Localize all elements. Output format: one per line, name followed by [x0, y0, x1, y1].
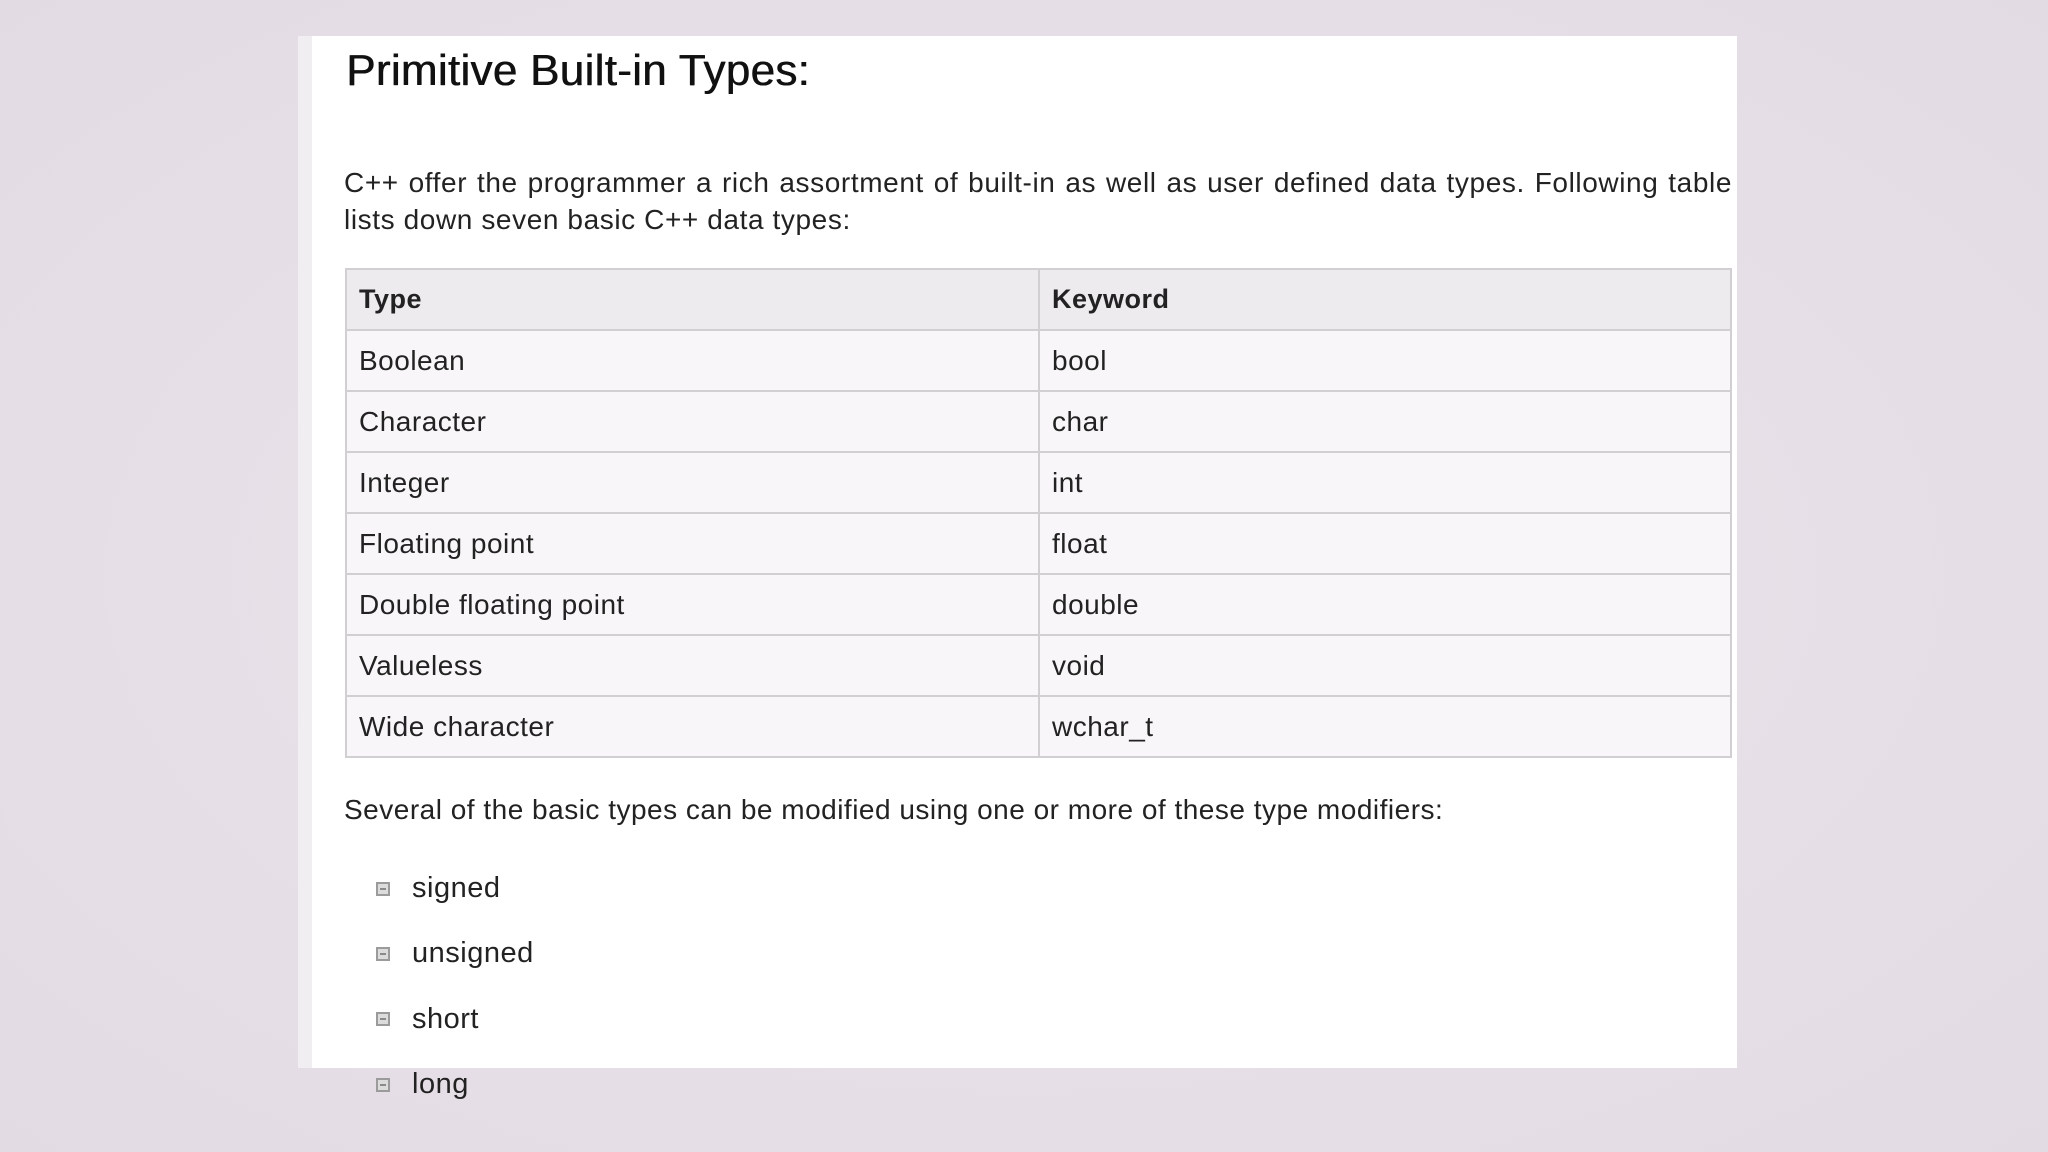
square-bullet-icon — [376, 1078, 390, 1092]
modifier-list — [376, 856, 534, 1117]
list-item — [376, 1052, 534, 1117]
intro-paragraph: C++ offer the programmer a rich assortment of built-in as well as user defined data types. Following table lists down seven basic C++ data types: — [344, 167, 1732, 235]
list-item — [376, 856, 534, 921]
list-item — [376, 987, 534, 1052]
keyword-cell: char — [1039, 391, 1731, 452]
square-bullet-icon — [376, 947, 390, 961]
type-cell: Wide character — [346, 696, 1039, 757]
keyword-cell: wchar_t — [1039, 696, 1731, 757]
content-page — [298, 36, 1737, 1101]
column-header-keyword: Keyword — [1039, 269, 1731, 330]
table-row — [346, 513, 1731, 574]
type-cell: Floating point — [346, 513, 1039, 574]
table-row — [346, 574, 1731, 635]
keyword-cell: bool — [1039, 330, 1731, 391]
modifier-label: long — [412, 1068, 469, 1101]
type-cell: Character — [346, 391, 1039, 452]
keyword-cell: void — [1039, 635, 1731, 696]
type-cell: Valueless — [346, 635, 1039, 696]
table-row — [346, 391, 1731, 452]
square-bullet-icon — [376, 882, 390, 896]
type-cell: Integer — [346, 452, 1039, 513]
page-title: Primitive Built-in Types: — [346, 46, 810, 95]
square-bullet-icon — [376, 1012, 390, 1026]
modifier-label: unsigned — [412, 937, 534, 970]
keyword-cell: double — [1039, 574, 1731, 635]
table-row — [346, 452, 1731, 513]
data-types-table — [345, 268, 1732, 758]
modifier-label: signed — [412, 872, 501, 905]
table-row — [346, 635, 1731, 696]
column-header-type: Type — [346, 269, 1039, 330]
keyword-cell: int — [1039, 452, 1731, 513]
keyword-cell: float — [1039, 513, 1731, 574]
table-row — [346, 330, 1731, 391]
list-item — [376, 921, 534, 986]
type-cell: Double floating point — [346, 574, 1039, 635]
modifiers-intro: Several of the basic types can be modified using one or more of these type modifiers: — [344, 794, 1444, 825]
modifier-label: short — [412, 1002, 479, 1035]
table-row — [346, 696, 1731, 757]
type-cell: Boolean — [346, 330, 1039, 391]
table-header-row — [346, 269, 1731, 330]
